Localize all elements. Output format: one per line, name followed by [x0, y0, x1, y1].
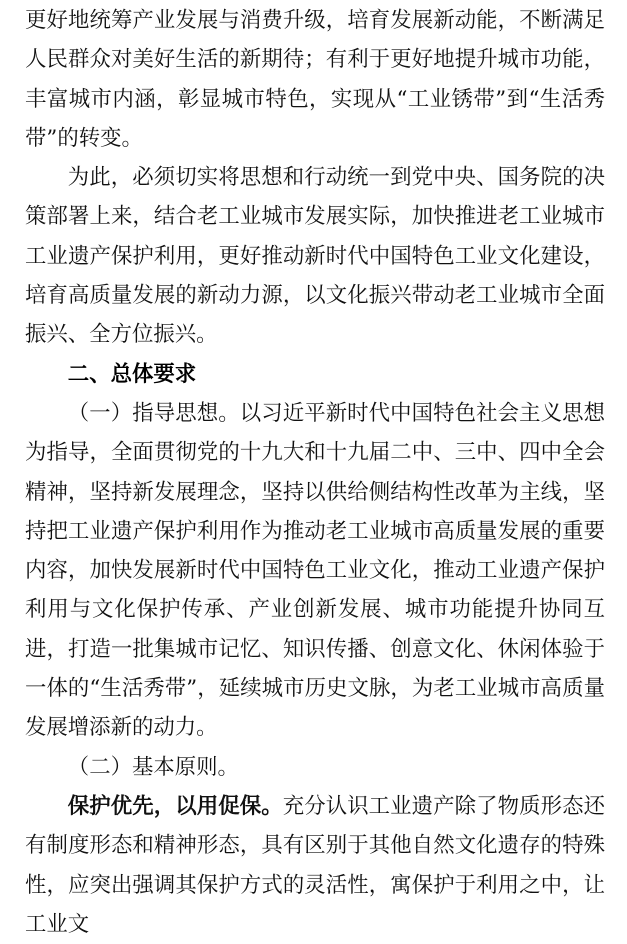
- paragraph-deployment: 为此，必须切实将思想和行动统一到党中央、国务院的决策部署上来，结合老工业城市发展实际，加快推进老工业城市工业遗产保护利用，更好推动新时代中国特色工业文化建设，培育高质量发展的新动力源，以文化振兴带动老工业城市全面振兴、全方位振兴。: [25, 165, 605, 348]
- paragraph-guiding-ideology: （一）指导思想。以习近平新时代中国特色社会主义思想为指导，全面贯彻党的十九大和十九届二中、三中、四中全会精神，坚持新发展理念，坚持以供给侧结构性改革为主线，坚持把工业遗产保护利用作为推动老工业城市高质量发展的重要内容，加快发展新时代中国特色工业文化，推动工业遗产保护利用与文化保护传承、产业创新发展、城市功能提升协同互进，打造一批集城市记忆、知识传播、创意文化、休闲体验于一体的“生活秀带”，延续城市历史文脉，为老工业城市高质量发展增添新的动力。: [25, 400, 605, 741]
- paragraph-basic-principles-label: （二）基本原则。: [67, 754, 239, 780]
- paragraph-protection-first: [25, 787, 605, 944]
- section-heading-overall-requirements: 二、总体要求: [67, 361, 197, 387]
- paragraph-continuation: 更好地统筹产业发展与消费升级，培育发展新动能，不断满足人民群众对美好生活的新期待；有利于更好地提升城市功能，丰富城市内涵，彰显城市特色，实现从“工业锈带”到“生活秀带”的转变。: [25, 8, 605, 151]
- principle-body-text: 充分认识工业遗产除了物质形态还有制度形态和精神形态，具有区别于其他自然文化遗存的特殊性，应突出强调其保护方式的灵活性，寓保护于利用之中，让工业文: [25, 793, 605, 937]
- principle-lead-text: 保护优先，以用促保。: [67, 793, 283, 819]
